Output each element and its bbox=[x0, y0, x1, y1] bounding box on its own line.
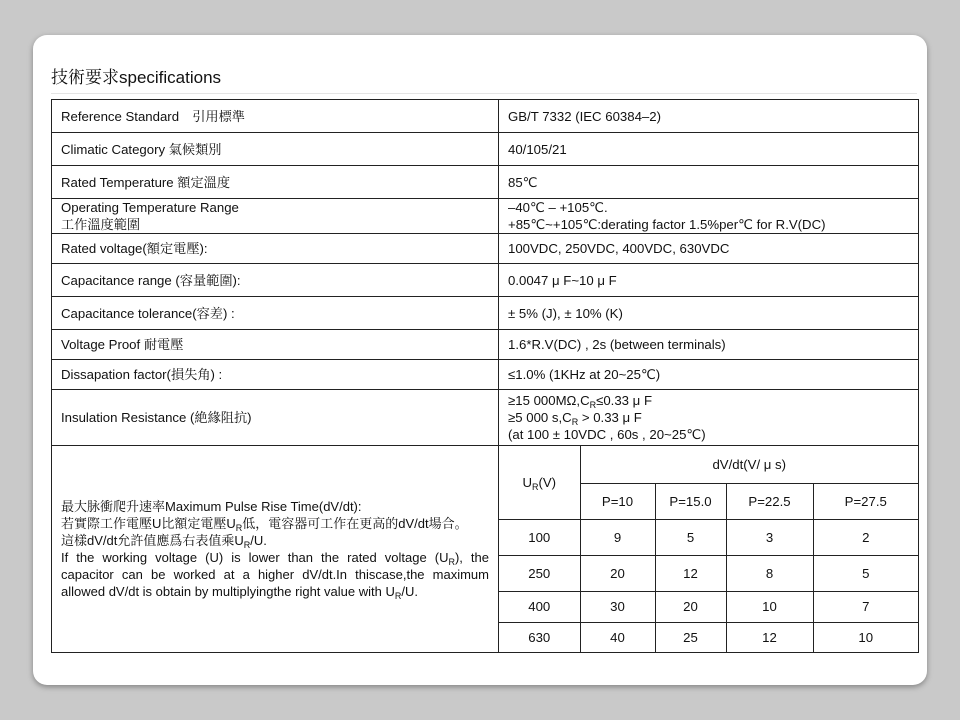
ur-header bbox=[499, 446, 580, 519]
row-label: Reference Standard 引用標準 bbox=[52, 100, 499, 133]
ur-text: U bbox=[522, 474, 532, 490]
row-value: 85℃ bbox=[499, 166, 919, 199]
subscript: R bbox=[394, 591, 402, 601]
row-value: ≤1.0% (1KHz at 20~25℃) bbox=[499, 360, 919, 390]
row-value: ± 5% (J), ± 10% (K) bbox=[499, 297, 919, 330]
pulse-text: If the working voltage (U) is lower than the rated voltage (U bbox=[61, 550, 449, 565]
table-row-pulse bbox=[52, 446, 919, 653]
row-value: 1.6*R.V(DC) , 2s (between terminals) bbox=[499, 330, 919, 360]
row-value bbox=[499, 199, 919, 234]
row-label: Rated Temperature 額定溫度 bbox=[52, 166, 499, 199]
value-text: > 0.33 μ F bbox=[578, 410, 642, 425]
dvdt-value: 5 bbox=[813, 555, 918, 591]
pulse-text: 這樣dV/dt允許值應爲右表值乘U bbox=[61, 533, 244, 548]
row-label-line: Operating Temperature Range bbox=[61, 200, 239, 215]
dvdt-row bbox=[499, 591, 918, 622]
dvdt-value: 30 bbox=[580, 591, 655, 622]
table-row bbox=[52, 390, 919, 446]
pulse-text: 若實際工作電壓U比額定電壓U bbox=[61, 516, 236, 531]
value-text: ≥15 000MΩ,C bbox=[508, 393, 590, 408]
dvdt-value: 10 bbox=[813, 622, 918, 652]
value-text: ≥5 000 s,C bbox=[508, 410, 572, 425]
table-row bbox=[52, 297, 919, 330]
title-divider bbox=[51, 93, 917, 94]
row-value: 100VDC, 250VDC, 400VDC, 630VDC bbox=[499, 234, 919, 264]
ur-value: 100 bbox=[499, 519, 580, 555]
table-row bbox=[52, 199, 919, 234]
dvdt-row bbox=[499, 622, 918, 652]
dvdt-row bbox=[499, 555, 918, 591]
row-value: GB/T 7332 (IEC 60384–2) bbox=[499, 100, 919, 133]
p-header: P=15.0 bbox=[655, 483, 726, 519]
dvdt-value: 12 bbox=[726, 622, 813, 652]
table-row bbox=[52, 166, 919, 199]
p-header: P=22.5 bbox=[726, 483, 813, 519]
spec-table bbox=[51, 99, 919, 653]
subscript: R bbox=[448, 557, 455, 567]
row-label: Capacitance range (容量範圍): bbox=[52, 264, 499, 297]
dvdt-value: 12 bbox=[655, 555, 726, 591]
row-value-line bbox=[508, 392, 909, 409]
pulse-description bbox=[52, 446, 499, 653]
ur-unit: (V) bbox=[538, 474, 557, 490]
row-label: Dissapation factor(損失角) : bbox=[52, 360, 499, 390]
ur-value: 250 bbox=[499, 555, 580, 591]
row-label bbox=[52, 199, 499, 234]
dvdt-value: 5 bbox=[655, 519, 726, 555]
pulse-line bbox=[61, 549, 489, 600]
subscript: R bbox=[571, 417, 579, 427]
dvdt-value: 20 bbox=[655, 591, 726, 622]
subscript: R bbox=[531, 481, 539, 492]
table-row bbox=[52, 360, 919, 390]
row-value: 0.0047 μ F~10 μ F bbox=[499, 264, 919, 297]
row-value-line bbox=[508, 409, 909, 426]
dvdt-value: 40 bbox=[580, 622, 655, 652]
row-label: Voltage Proof 耐電壓 bbox=[52, 330, 499, 360]
dvdt-table bbox=[499, 446, 918, 652]
dvdt-header: dV/dt(V/ μ s) bbox=[580, 446, 918, 483]
row-label: Climatic Category 氣候類別 bbox=[52, 133, 499, 166]
dvdt-value: 10 bbox=[726, 591, 813, 622]
table-row bbox=[52, 264, 919, 297]
subscript: R bbox=[243, 540, 251, 550]
table-row bbox=[52, 100, 919, 133]
dvdt-row bbox=[499, 519, 918, 555]
dvdt-value: 20 bbox=[580, 555, 655, 591]
dvdt-value: 9 bbox=[580, 519, 655, 555]
dvdt-cell bbox=[499, 446, 919, 653]
pulse-text: ), the capacitor can be worked at a higher dV/dt.In thiscase,the maximum allowed dV/dt is obtain by multiplyingthe right value with U bbox=[61, 550, 489, 599]
table-row bbox=[52, 133, 919, 166]
pulse-line bbox=[61, 532, 489, 549]
row-label: Capacitance tolerance(容差) : bbox=[52, 297, 499, 330]
subscript: R bbox=[589, 400, 597, 410]
dvdt-value: 8 bbox=[726, 555, 813, 591]
row-value-line: –40℃ – +105℃. bbox=[508, 200, 608, 215]
ur-value: 630 bbox=[499, 622, 580, 652]
spec-card bbox=[33, 35, 927, 685]
dvdt-value: 25 bbox=[655, 622, 726, 652]
row-value: 40/105/21 bbox=[499, 133, 919, 166]
dvdt-value: 2 bbox=[813, 519, 918, 555]
row-value-line: (at 100 ± 10VDC , 60s , 20~25℃) bbox=[508, 427, 706, 442]
row-value-line: +85℃~+105℃:derating factor 1.5%per℃ for R.V(DC) bbox=[508, 217, 826, 232]
subscript: R bbox=[235, 523, 243, 533]
pulse-line: 最大脉衝爬升速率Maximum Pulse Rise Time(dV/dt): bbox=[61, 499, 362, 514]
pulse-text: 低，電容器可工作在更高的dV/dt場合。 bbox=[242, 516, 468, 531]
dvdt-value: 7 bbox=[813, 591, 918, 622]
value-text: ≤0.33 μ F bbox=[596, 393, 652, 408]
dvdt-header-row bbox=[499, 446, 918, 483]
pulse-text: /U. bbox=[250, 533, 267, 548]
pulse-text: /U. bbox=[401, 584, 418, 599]
ur-value: 400 bbox=[499, 591, 580, 622]
row-label: Insulation Resistance (絶緣阻抗) bbox=[52, 390, 499, 446]
page-title: 技術要求specifications bbox=[51, 68, 222, 87]
p-header: P=27.5 bbox=[813, 483, 918, 519]
row-label-line: 工作溫度範圍 bbox=[61, 217, 141, 232]
row-value bbox=[499, 390, 919, 446]
table-row bbox=[52, 330, 919, 360]
table-row bbox=[52, 234, 919, 264]
dvdt-value: 3 bbox=[726, 519, 813, 555]
p-header: P=10 bbox=[580, 483, 655, 519]
row-label: Rated voltage(額定電壓): bbox=[52, 234, 499, 264]
pulse-line bbox=[61, 515, 489, 532]
